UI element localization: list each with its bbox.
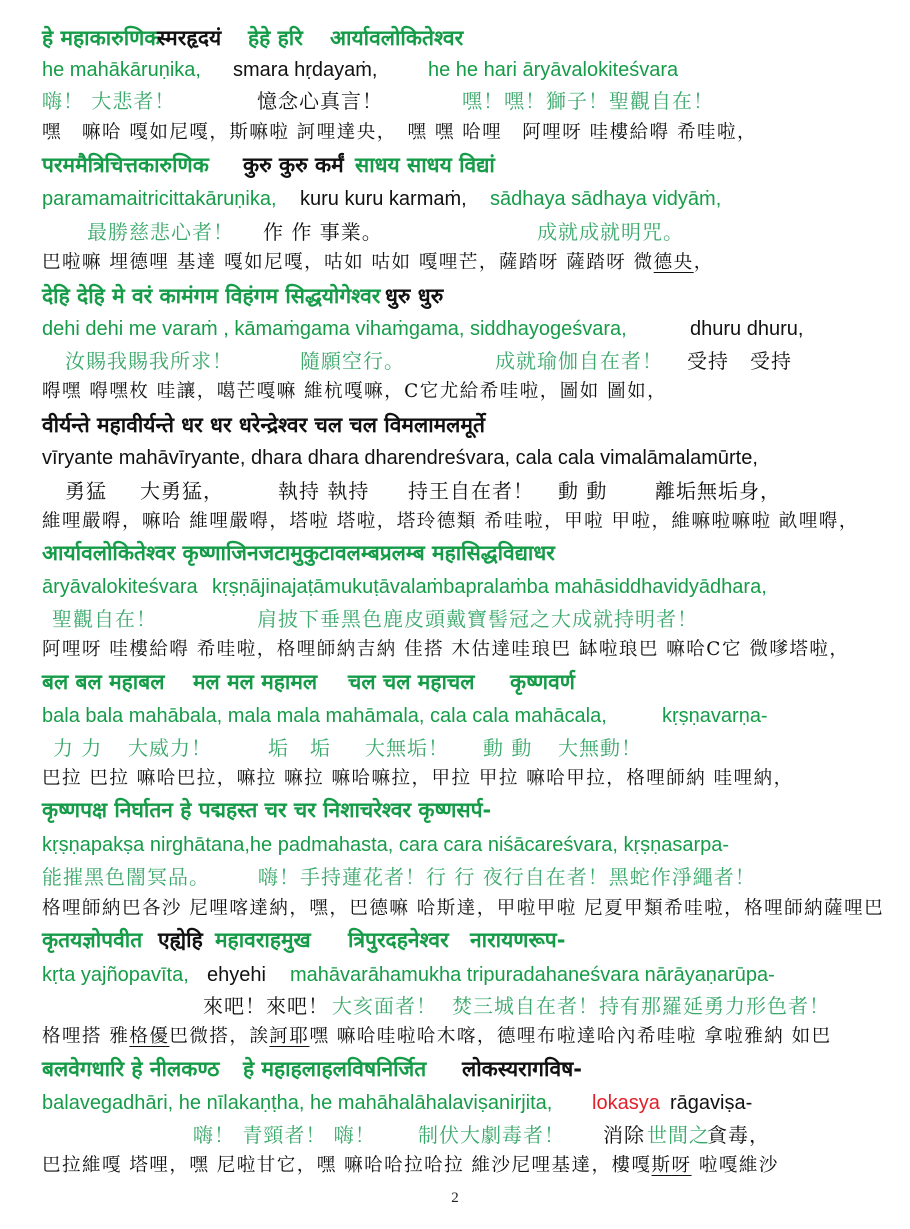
transliteration-line (0, 313, 910, 345)
transliteration-line (0, 829, 910, 861)
translation-segment: 嗨！手持蓮花者！行 行 夜行自在者！黑蛇作淨繩者！ (258, 865, 756, 889)
phonetic-segment: 啦嘎維沙 (691, 1155, 779, 1176)
phonetic-underlined-segment: 格優 (129, 1026, 170, 1047)
sanskrit-segment: नारायणरूप- (470, 928, 566, 952)
translation-segment: 制伏大劇毒者！ (418, 1123, 565, 1147)
sanskrit-segment: चल चल महाचल (348, 670, 475, 694)
transliteration-segment: āryāvalokiteśvara (42, 576, 198, 598)
sanskrit-line (0, 22, 910, 54)
phonetic-line (0, 893, 910, 925)
translation-segment: 大無動！ (558, 736, 642, 760)
phonetic-segment: 維哩嚴嘚，嘛哈 維哩嚴嘚，塔啦 塔啦，塔玲德類 希哇啦，甲啦 甲啦，維嘛啦嘛啦 畝哩嘚， (42, 511, 859, 532)
transliteration-line (0, 54, 910, 86)
sanskrit-segment: मल मल महामल (193, 670, 318, 694)
translation-segment: 離垢無垢身， (655, 479, 781, 503)
phonetic-line (0, 117, 910, 149)
transliteration-segment: dhuru dhuru, (690, 318, 804, 340)
sanskrit-segment: लोकस्यरागविष- (462, 1057, 582, 1081)
translation-segment: 作 作 事業。 (263, 220, 383, 244)
phonetic-segment: ， (693, 252, 714, 273)
translation-line (0, 990, 910, 1022)
translation-segment: 世間之 (647, 1123, 710, 1147)
translation-segment: 大亥面者！ (332, 994, 437, 1018)
translation-line (0, 475, 910, 507)
phonetic-text (42, 634, 849, 666)
transliteration-segment: vīryante mahāvīryante, dhara dhara dharendreśvara, cala cala vimalāmalamūrte, (42, 447, 758, 469)
transliteration-line (0, 442, 910, 474)
transliteration-segment: kṛṣṇājinajaṭāmukuṭāvalaṁbapralaṁba mahāsiddhavidyādhara, (212, 576, 767, 598)
translation-segment: 嗨！ 大悲者！ (42, 89, 176, 113)
transliteration-segment: kṛṣṇapakṣa nirghātana,he padmahasta, cara cara niśācareśvara, kṛṣṇasarpa- (42, 834, 730, 856)
transliteration-highlight-segment: lokasya (592, 1092, 660, 1114)
translation-segment: 持王自在者！ (408, 479, 534, 503)
phonetic-text (42, 117, 757, 149)
sanskrit-segment: कृष्णवर्ण (510, 670, 575, 694)
phonetic-underlined-segment: 德央 (653, 252, 694, 273)
translation-segment: 嘿！嘿！獅子！聖觀自在！ (462, 89, 714, 113)
sanskrit-segment: त्रिपुरदहनेश्वर (348, 928, 449, 952)
translation-line (0, 603, 910, 635)
translation-segment: 大勇猛， (140, 479, 224, 503)
translation-segment: 焚三城自在者！持有那羅延勇力形色者！ (452, 994, 830, 1018)
sanskrit-segment: एह्येहि (158, 928, 203, 952)
phonetic-underlined-segment: 訶耶 (269, 1026, 310, 1047)
sanskrit-segment: हे महाहलाहलविषनिर्जित (243, 1057, 427, 1081)
sanskrit-line (0, 280, 910, 312)
phonetic-text (42, 893, 884, 925)
sanskrit-segment: धुरु धुरु (385, 284, 444, 308)
translation-line (0, 861, 910, 893)
sanskrit-segment: हे महाकारुणिक (42, 26, 161, 50)
transliteration-segment: kṛṣṇavarṇa- (662, 705, 768, 727)
phonetic-segment: 格哩師納巴各沙 尼哩喀達納，嘿，巴德嘛 哈斯達，甲啦甲啦 尼夏甲類希哇啦，格哩師納薩哩巴 (42, 898, 885, 919)
phonetic-line (0, 1150, 910, 1182)
transliteration-line (0, 700, 910, 732)
translation-segment: 隨願空行。 (300, 349, 405, 373)
phonetic-text (42, 763, 794, 795)
phonetic-segment: 阿哩呀 哇樓給嘚 希哇啦，格哩師納吉納 佳搭 木估達哇琅巴 缽啦琅巴 嘛哈C它 微嗲塔啦， (42, 639, 850, 660)
sanskrit-line (0, 1053, 910, 1085)
transliteration-line (0, 183, 910, 215)
sanskrit-segment: बलवेगधारि हे नीलकण्ठ (42, 1057, 220, 1081)
sanskrit-segment: आर्यावलोकितेश्वर (330, 26, 464, 50)
phonetic-segment: 巴拉 巴拉 嘛哈巴拉，嘛拉 嘛拉 嘛哈嘛拉，甲拉 甲拉 嘛哈甲拉，格哩師納 哇哩納， (42, 768, 794, 789)
translation-segment: 大威力！ (128, 736, 212, 760)
sanskrit-segment: स्मरहृदयं (157, 26, 222, 50)
sanskrit-segment: महावराहमुख (215, 928, 311, 952)
phonetic-segment: 嘚嘿 嘚嘿枚 哇讓，噶芒嘎嘛 維杭嘎嘛，C它尤給希哇啦，圖如 圖如， (42, 381, 668, 402)
transliteration-line (0, 959, 910, 991)
phonetic-segment: 格哩搭 雅 (42, 1026, 130, 1047)
sanskrit-line (0, 924, 910, 956)
translation-line (0, 85, 910, 117)
translation-segment: 能摧黑色闇冥品。 (42, 865, 210, 889)
phonetic-text (42, 506, 859, 538)
translation-segment: 動 動 (558, 479, 608, 503)
phonetic-line (0, 376, 910, 408)
sanskrit-line (0, 149, 910, 181)
sanskrit-segment: बल बल महाबल (42, 670, 165, 694)
sanskrit-segment: कृष्णपक्ष निर्घातन हे पद्महस्त चर चर निशाचरेश्वर कृष्णसर्प- (42, 798, 492, 822)
translation-segment: 大無垢！ (365, 736, 449, 760)
sanskrit-segment: वीर्यन्ते महावीर्यन्ते धर धर धरेन्द्रेश्वर चल चल विमलामलमूर्ते (42, 413, 485, 437)
phonetic-text (42, 1021, 832, 1053)
transliteration-segment: kuru kuru karmaṁ, (300, 188, 467, 210)
transliteration-segment: paramamaitricittakāruṇika, (42, 188, 277, 210)
translation-line (0, 732, 910, 764)
transliteration-segment: sādhaya sādhaya vidyāṁ, (490, 188, 722, 210)
translation-segment: 成就瑜伽自在者！ (495, 349, 663, 373)
transliteration-segment: bala bala mahābala, mala mala mahāmala, cala cala mahācala, (42, 705, 607, 727)
phonetic-line (0, 763, 910, 795)
transliteration-segment: dehi dehi me varaṁ , kāmaṁgama vihaṁgama, siddhayogeśvara, (42, 318, 627, 340)
translation-segment: 成就成就明咒。 (537, 220, 684, 244)
translation-segment: 執持 執持 (278, 479, 370, 503)
phonetic-text (42, 247, 714, 279)
page-number: 2 (451, 1190, 459, 1206)
sanskrit-line (0, 409, 910, 441)
translation-segment: 勇猛 (65, 479, 107, 503)
phonetic-segment: 嘿 嘛哈哇啦哈木喀，德哩布啦達哈內希哇啦 拿啦雅納 如巴 (309, 1026, 832, 1047)
transliteration-segment: he mahākāruṇika, (42, 59, 201, 81)
phonetic-line (0, 247, 910, 279)
translation-segment: 肩披下垂黑色鹿皮頭戴寶髻冠之大成就持明者！ (257, 607, 698, 631)
phonetic-segment: 巴拉維嘎 塔哩，嘿 尼啦甘它，嘿 嘛哈哈拉哈拉 維沙尼哩基達，樓嘎 (42, 1155, 652, 1176)
transliteration-segment: mahāvarāhamukha tripuradahaneśvara nārāyaṇarūpa- (290, 964, 775, 986)
sanskrit-line (0, 537, 910, 569)
transliteration-segment: kṛta yajñopavīta, (42, 964, 189, 986)
translation-segment: 來吧！來吧！ (203, 994, 329, 1018)
translation-segment: 憶念心真言！ (257, 89, 383, 113)
phonetic-segment: 嘿 嘛哈 嘎如尼嘎，斯嘛啦 訶哩達央， 嘿 嘿 哈哩 阿哩呀 哇樓給嘚 希哇啦， (42, 122, 758, 143)
phonetic-segment: 巴微搭，誒 (169, 1026, 270, 1047)
translation-segment: 消除 (603, 1123, 645, 1147)
transliteration-line (0, 571, 910, 603)
translation-segment: 受持 受持 (687, 349, 792, 373)
translation-segment: 力 力 (53, 736, 103, 760)
transliteration-segment: ehyehi (207, 964, 266, 986)
transliteration-line (0, 1087, 910, 1119)
translation-line (0, 345, 910, 377)
sanskrit-segment: कृतयज्ञोपवीत (42, 928, 143, 952)
sanskrit-segment: हेहे हरि (248, 26, 303, 50)
phonetic-text (42, 376, 667, 408)
translation-line (0, 1119, 910, 1151)
transliteration-segment: he he hari āryāvalokiteśvara (428, 59, 679, 81)
translation-segment: 貪毒， (707, 1123, 770, 1147)
sanskrit-segment: आर्यावलोकितेश्वर कृष्णाजिनजटामुकुटावलम्बप्रलम्ब महासिद्धविद्याधर (42, 541, 555, 565)
phonetic-line (0, 1021, 910, 1053)
translation-line (0, 216, 910, 248)
translation-segment: 垢 垢 (268, 736, 331, 760)
sanskrit-segment: कुरु कुरु कर्मं (243, 153, 344, 177)
translation-segment: 最勝慈悲心者！ (87, 220, 234, 244)
phonetic-segment: 巴啦嘛 埋德哩 基達 嘎如尼嘎，咕如 咕如 嘎哩芒，薩踏呀 薩踏呀 微 (42, 252, 654, 273)
translation-segment: 動 動 (483, 736, 533, 760)
phonetic-underlined-segment: 斯呀 (651, 1155, 692, 1176)
transliteration-segment: balavegadhāri, he nīlakaṇṭha, he mahāhalāhalaviṣanirjita, (42, 1092, 553, 1114)
sanskrit-segment: साधय साधय विद्यां (355, 153, 495, 177)
translation-segment: 嗨！ 青頸者！ 嗨！ (193, 1123, 376, 1147)
transliteration-segment: rāgaviṣa- (670, 1092, 753, 1114)
sanskrit-line (0, 794, 910, 826)
translation-segment: 汝賜我賜我所求！ (65, 349, 233, 373)
phonetic-line (0, 506, 910, 538)
translation-segment: 聖觀自在！ (52, 607, 157, 631)
sanskrit-segment: परममैत्रिचित्तकारुणिक (42, 153, 209, 177)
phonetic-line (0, 634, 910, 666)
phonetic-text (42, 1150, 779, 1182)
sanskrit-line (0, 666, 910, 698)
transliteration-segment: smara hṛdayaṁ, (233, 59, 378, 81)
sanskrit-segment: देहि देहि मे वरं कामंगम विहंगम सिद्धयोगेश्वर (42, 284, 381, 308)
